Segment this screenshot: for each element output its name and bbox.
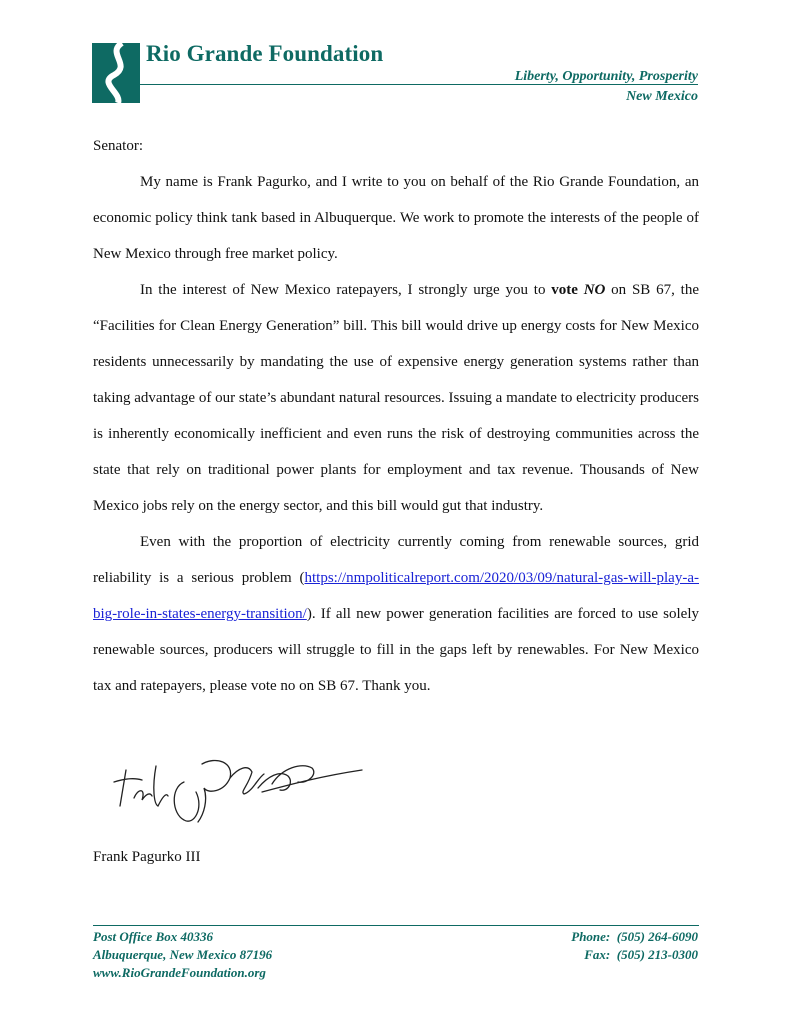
handwritten-signature	[112, 748, 367, 828]
paragraph-request	[93, 272, 699, 524]
river-logo-icon	[92, 43, 140, 103]
no-word: NO	[583, 282, 606, 298]
letter-body	[93, 128, 699, 704]
paragraph-reliability	[93, 524, 699, 704]
signer-name: Frank Pagurko III	[93, 849, 201, 865]
org-name: Rio Grande Foundation	[146, 41, 384, 66]
source-link[interactable]: https://nmpoliticalreport.com/2020/03/09/natural-gas-will-play-a-big-role-in-states-energy-transition/	[93, 570, 699, 622]
org-tagline: Liberty, Opportunity, Prosperity	[514, 69, 698, 84]
phone-number: Phone: (505) 264-6090	[571, 929, 698, 944]
footer-address	[93, 928, 272, 982]
salutation: Senator:	[93, 138, 143, 154]
reliability-text-before: Even with the proportion of electricity currently coming from renewable sources, grid reliability is a serious problem (	[93, 534, 699, 586]
vote-word: vote	[551, 282, 584, 298]
website-link[interactable]: www.RioGrandeFoundation.org	[93, 965, 266, 980]
reliability-text-after: ). If all new power generation facilities are forced to use solely renewable sources, producers will struggle to fill in the gaps left by renewables. For New Mexico tax and ratepayers, please vote no on SB 67. Thank you.	[93, 606, 699, 694]
address-line-2: Albuquerque, New Mexico 87196	[93, 947, 273, 962]
footer-contact	[571, 928, 698, 964]
fax-number: Fax: (505) 213-0300	[584, 947, 698, 962]
footer-divider	[93, 925, 699, 926]
request-text-after: on SB 67, the “Facilities for Clean Energy Generation” bill. This bill would drive up energy costs for New Mexico residents unnecessarily by mandating the use of expensive energy generation systems rather than taking advantage of our state’s abundant natural resources. Issuing a mandate to electricity producers is inherently economically inefficient and even runs the risk of destroying communities across the state that rely on traditional power plants for employment and tax revenue. Thousands of New Mexico jobs rely on the energy sector, and this bill would gut that industry.	[93, 282, 699, 514]
vote-emphasis	[551, 282, 605, 298]
request-text-before: In the interest of New Mexico ratepayers, I strongly urge you to	[140, 282, 552, 298]
org-region: New Mexico	[626, 89, 698, 104]
address-line-1: Post Office Box 40336	[93, 929, 213, 944]
paragraph-intro: My name is Frank Pagurko, and I write to you on behalf of the Rio Grande Foundation, an economic policy think tank based in Albuquerque. We work to promote the interests of the people of New Mexico through free market policy.	[93, 174, 699, 262]
